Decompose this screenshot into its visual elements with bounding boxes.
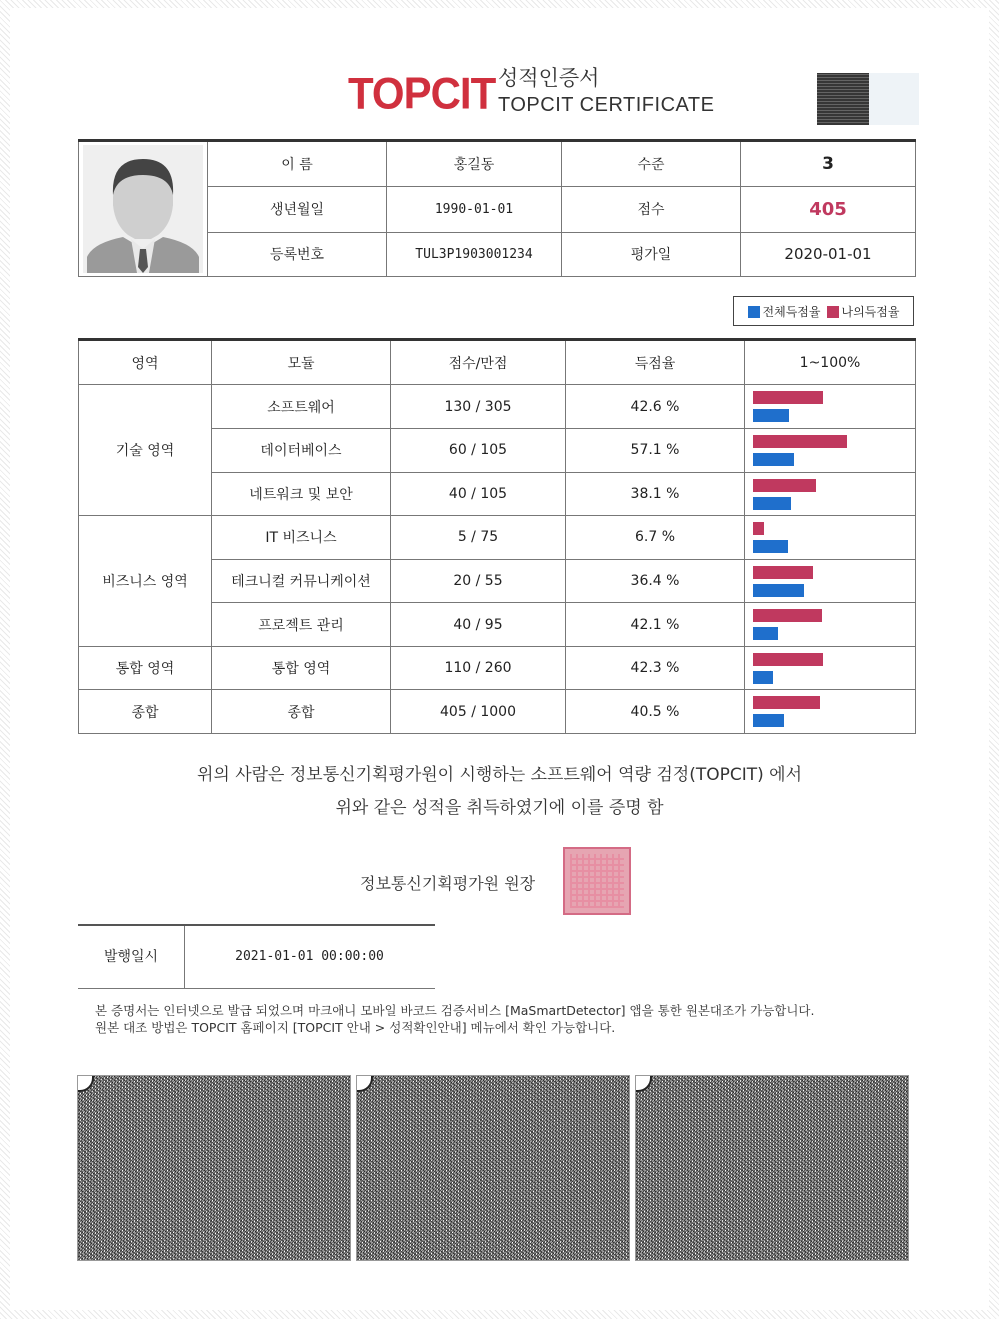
legend-mine-swatch — [827, 306, 839, 318]
reg-label: 등록번호 — [208, 232, 387, 276]
bar-cell — [745, 429, 916, 473]
module-rate: 42.3 % — [566, 646, 745, 690]
module-rate: 42.6 % — [566, 385, 745, 429]
total-rate-bar — [753, 714, 784, 727]
module-score: 40 / 105 — [391, 472, 566, 516]
module-rate: 38.1 % — [566, 472, 745, 516]
header-module: 모듈 — [212, 340, 391, 385]
notice-line-1: 본 증명서는 인터넷으로 발급 되었으며 마크애니 모바일 바코드 검증서비스 [MaSmartDetector] 앱을 통한 원본대조가 가능합니다. — [95, 1003, 815, 1018]
module-score: 130 / 305 — [391, 385, 566, 429]
module-name: 프로젝트 관리 — [212, 603, 391, 647]
my-rate-bar — [753, 653, 823, 666]
total-rate-bar — [753, 627, 778, 640]
statement-line-2: 위와 같은 성적을 취득하였기에 이를 증명 함 — [335, 798, 664, 818]
area-tech: 기술 영역 — [79, 385, 212, 516]
header-score: 점수/만점 — [391, 340, 566, 385]
my-rate-bar — [753, 522, 764, 535]
total-rate-bar — [753, 540, 788, 553]
issue-label: 발행일시 — [78, 926, 185, 988]
table-row — [79, 385, 916, 429]
module-name: 데이터베이스 — [212, 429, 391, 473]
module-score: 60 / 105 — [391, 429, 566, 473]
module-rate: 6.7 % — [566, 516, 745, 560]
name-value: 홍길동 — [387, 141, 562, 187]
certificate-title-en: TOPCIT CERTIFICATE — [498, 94, 715, 116]
barcode-corner-icon — [357, 1076, 373, 1092]
area-biz: 비즈니스 영역 — [79, 516, 212, 647]
my-rate-bar — [753, 479, 816, 492]
my-rate-bar — [753, 566, 813, 579]
bar-cell — [745, 516, 916, 560]
total-rate-bar — [753, 409, 789, 422]
eval-label: 평가일 — [562, 232, 741, 276]
bar-cell — [745, 559, 916, 603]
table-row — [79, 690, 916, 734]
bar-cell — [745, 385, 916, 429]
level-label: 수준 — [562, 141, 741, 187]
topcit-logo: TOPCIT — [348, 68, 496, 119]
legend-mine — [827, 303, 900, 320]
verification-code-blank — [869, 73, 919, 125]
issue-value: 2021-01-01 00:00:00 — [235, 949, 384, 964]
module-score: 40 / 95 — [391, 603, 566, 647]
verification-code-image — [817, 73, 869, 125]
certificate-title-ko: 성적인증서 — [498, 66, 600, 90]
score-value: 405 — [741, 186, 916, 232]
module-name: IT 비즈니스 — [212, 516, 391, 560]
total-rate-bar — [753, 671, 773, 684]
header-rate: 득점율 — [566, 340, 745, 385]
module-score: 5 / 75 — [391, 516, 566, 560]
reg-value: TUL3P1903001234 — [387, 232, 562, 276]
profile-photo-icon — [83, 145, 203, 273]
module-rate: 57.1 % — [566, 429, 745, 473]
score-label: 점수 — [562, 186, 741, 232]
birth-label: 생년월일 — [208, 186, 387, 232]
bar-cell — [745, 603, 916, 647]
notice-line-2: 원본 대조 방법은 TOPCIT 홈페이지 [TOPCIT 안내 > 성적확인안내] 메뉴에서 확인 가능합니다. — [95, 1020, 616, 1035]
module-name: 테크니컬 커뮤니케이션 — [212, 559, 391, 603]
barcode-corner-icon — [78, 1076, 94, 1092]
module-name: 소프트웨어 — [212, 385, 391, 429]
area-integ: 통합 영역 — [79, 646, 212, 690]
module-name: 네트워크 및 보안 — [212, 472, 391, 516]
total-rate-bar — [753, 497, 791, 510]
mobile-barcode-1 — [77, 1075, 351, 1261]
table-row — [79, 516, 916, 560]
mobile-barcode-3 — [635, 1075, 909, 1261]
module-rate: 36.4 % — [566, 559, 745, 603]
legend-mine-label: 나의득점율 — [841, 304, 900, 319]
score-table — [78, 338, 916, 734]
area-total: 종합 — [79, 690, 212, 734]
legend-total-label: 전체득점율 — [762, 304, 821, 319]
photo-cell — [79, 141, 208, 277]
header-area: 영역 — [79, 340, 212, 385]
name-label: 이 름 — [208, 141, 387, 187]
header-range: 1~100% — [745, 340, 916, 385]
module-score: 20 / 55 — [391, 559, 566, 603]
module-name: 통합 영역 — [212, 646, 391, 690]
issue-info — [78, 924, 435, 989]
total-rate-bar — [753, 453, 794, 466]
bar-cell — [745, 472, 916, 516]
bar-cell — [745, 646, 916, 690]
bar-legend — [733, 296, 914, 326]
level-value: 3 — [741, 141, 916, 187]
my-rate-bar — [753, 609, 822, 622]
module-rate: 40.5 % — [566, 690, 745, 734]
birth-value: 1990-01-01 — [387, 186, 562, 232]
eval-value: 2020-01-01 — [741, 232, 916, 276]
module-score: 110 / 260 — [391, 646, 566, 690]
total-rate-bar — [753, 584, 804, 597]
barcode-corner-icon — [636, 1076, 652, 1092]
notice-text — [95, 1002, 814, 1036]
my-rate-bar — [753, 391, 823, 404]
table-row — [79, 646, 916, 690]
my-rate-bar — [753, 435, 847, 448]
legend-total-swatch — [748, 306, 760, 318]
my-rate-bar — [753, 696, 820, 709]
legend-total — [748, 303, 821, 320]
bar-cell — [745, 690, 916, 734]
issuer-name: 정보통신기획평가원 원장 — [360, 874, 536, 893]
module-score: 405 / 1000 — [391, 690, 566, 734]
personal-info-table — [78, 139, 916, 277]
mobile-barcode-2 — [356, 1075, 630, 1261]
official-seal-icon — [563, 847, 631, 915]
module-rate: 42.1 % — [566, 603, 745, 647]
statement-line-1: 위의 사람은 정보통신기획평가원이 시행하는 소프트웨어 역량 검정(TOPCIT) 에서 — [196, 765, 803, 785]
module-name: 종합 — [212, 690, 391, 734]
